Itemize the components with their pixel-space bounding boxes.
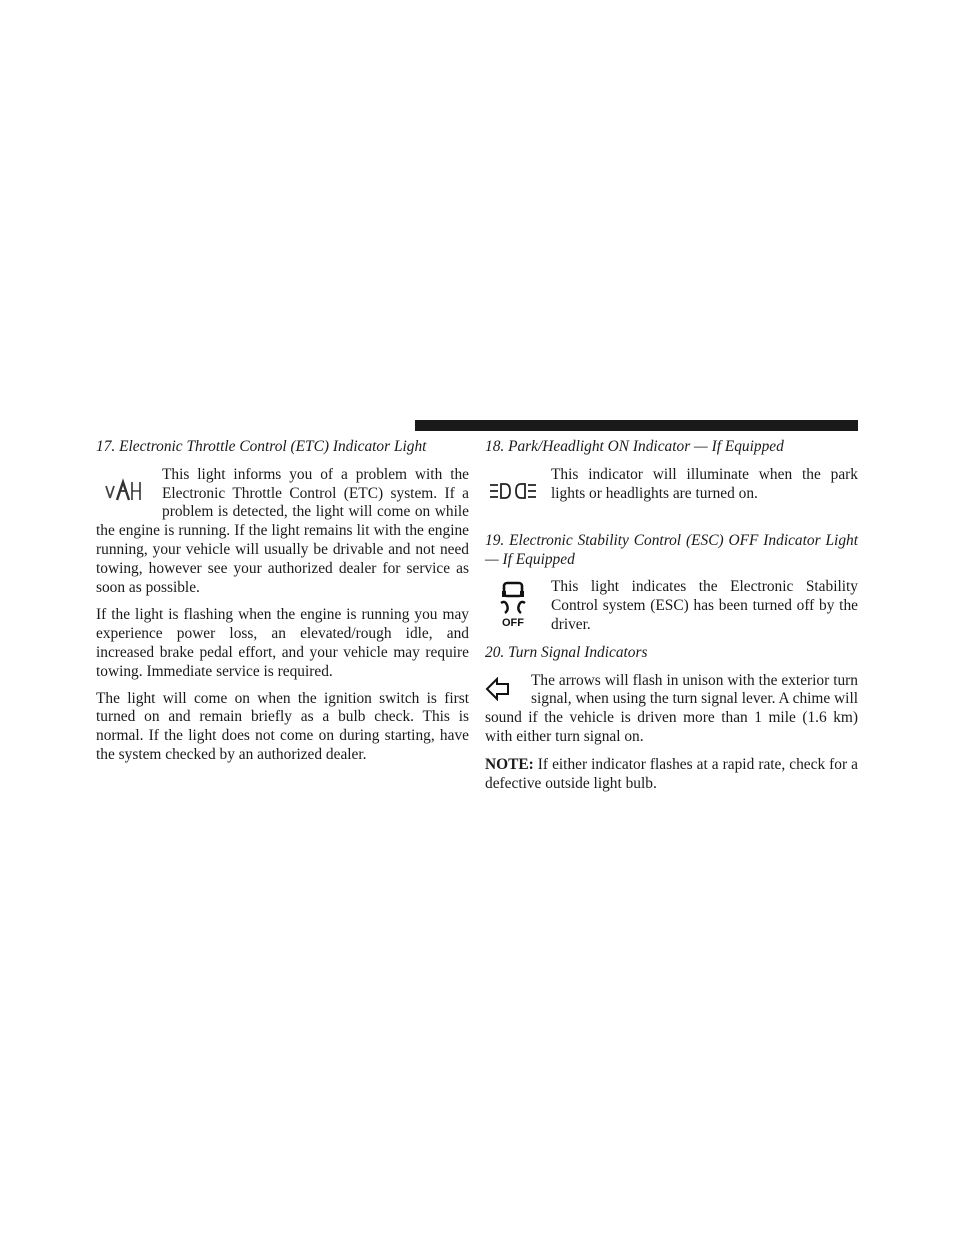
- esc-off-icon: [485, 580, 540, 630]
- left-column: [96, 438, 469, 773]
- section-18-item: [485, 466, 858, 514]
- section-17-text-1: This light informs you of a problem with the Electronic Throttle Control (ETC) system. If a problem is detected, the light will come on while the engine is running. If the light remains lit with the engine running, your vehicle will usually be drivable and not need towing, however see your authorized dealer for service as soon as possible.: [96, 465, 469, 596]
- turn-signal-arrow-icon: [485, 674, 519, 704]
- park-headlight-icon: [485, 468, 540, 514]
- section-17-item: [96, 466, 469, 598]
- section-17-text-3: The light will come on when the ignition switch is first turned on and remain briefly as a bulb check. This is normal. If the light does not come on during starting, have the system checked by an authorized dealer.: [96, 689, 469, 763]
- note-label: NOTE:: [485, 755, 534, 773]
- note-paragraph: [485, 756, 858, 794]
- section-19-heading: 19. Electronic Stability Control (ESC) OFF Indicator Light — If Equipped: [485, 531, 858, 568]
- note-text: If either indicator flashes at a rapid rate, check for a defective outside light bulb.: [485, 755, 858, 792]
- section-19-item: [485, 578, 858, 634]
- section-18-text: This indicator will illuminate when the park lights or headlights are turned on.: [551, 465, 858, 502]
- header-rule: [415, 420, 858, 431]
- section-19-text: This light indicates the Electronic Stability Control system (ESC) has been turned off by the driver.: [551, 578, 858, 633]
- section-20-item: [485, 672, 858, 747]
- section-17-text-2: If the light is flashing when the engine is running you may experience power loss, an elevated/rough idle, and increased brake pedal effort, and your vehicle may require towing. Immediate service is required.: [96, 606, 469, 680]
- right-column: [485, 438, 858, 801]
- section-18-heading: 18. Park/Headlight ON Indicator — If Equipped: [485, 438, 784, 455]
- section-17-heading: 17. Electronic Throttle Control (ETC) Indicator Light: [96, 438, 427, 455]
- etc-indicator-icon: [96, 468, 151, 514]
- section-20-heading: 20. Turn Signal Indicators: [485, 643, 648, 661]
- esc-off-icon-label: OFF: [501, 617, 524, 630]
- section-20-text: The arrows will flash in unison with the exterior turn signal, when using the turn signal lever. A chime will sound if the vehicle is driven more than 1 mile (1.6 km) with either turn signal on.: [485, 671, 859, 745]
